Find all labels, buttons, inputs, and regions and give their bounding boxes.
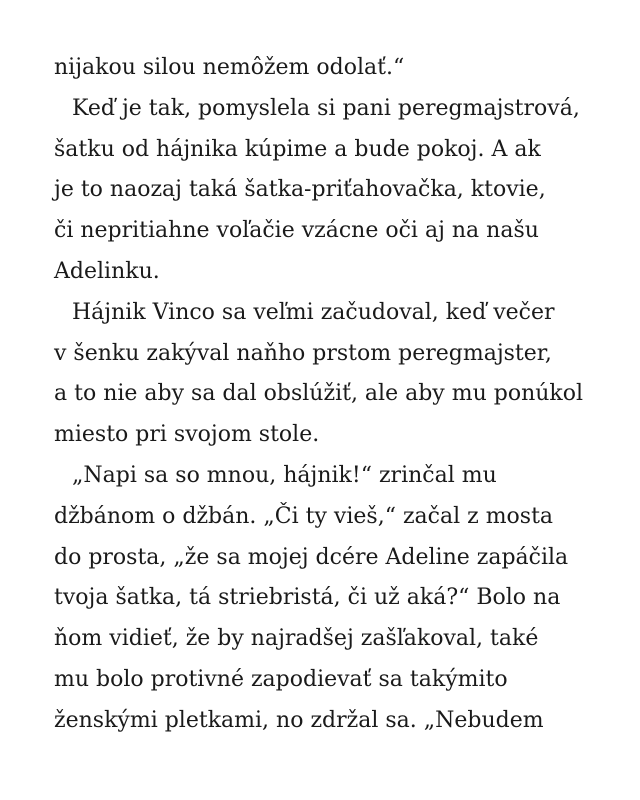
text-line: Adelinku. [54,258,160,284]
text-line: miesto pri svojom stole. [54,422,320,448]
text-line: džbánom o džbán. „Či ty vieš,“ začal z mosta [54,503,554,529]
text-line: šatku od hájnika kúpime a bude pokoj. A ak [54,136,541,162]
text-line: v šenku zakýval naňho prstom peregmajster, [54,340,552,366]
text-line: Hájnik Vinco sa veľmi začudoval, keď večer [72,299,555,325]
text-line: je to naozaj taká šatka-priťahovačka, ktovie, [54,177,546,203]
text-line: mu bolo protivné zapodievať sa takýmito [54,666,508,692]
text-line: ňom vidieť, že by najradšej zašľakoval, také [54,626,539,652]
text-line: tvoja šatka, tá striebristá, či už aká?“ Bolo na [54,585,561,611]
text-line: ženskými pletkami, no zdržal sa. „Nebudem [54,707,544,733]
page-text [54,48,600,742]
text-line: či nepritiahne voľačie vzácne oči aj na našu [54,218,539,244]
text-line: „Napi sa so mnou, hájnik!“ zrinčal mu [72,462,497,488]
text-line: do prosta, „že sa mojej dcére Adeline zapáčila [54,544,569,570]
text-line: nijakou silou nemôžem odolať.“ [54,55,405,80]
text-line: Keď je tak, pomyslela si pani peregmajstrová, [72,95,580,121]
text-line: a to nie aby sa dal obslúžiť, ale aby mu ponúkol [54,381,584,407]
